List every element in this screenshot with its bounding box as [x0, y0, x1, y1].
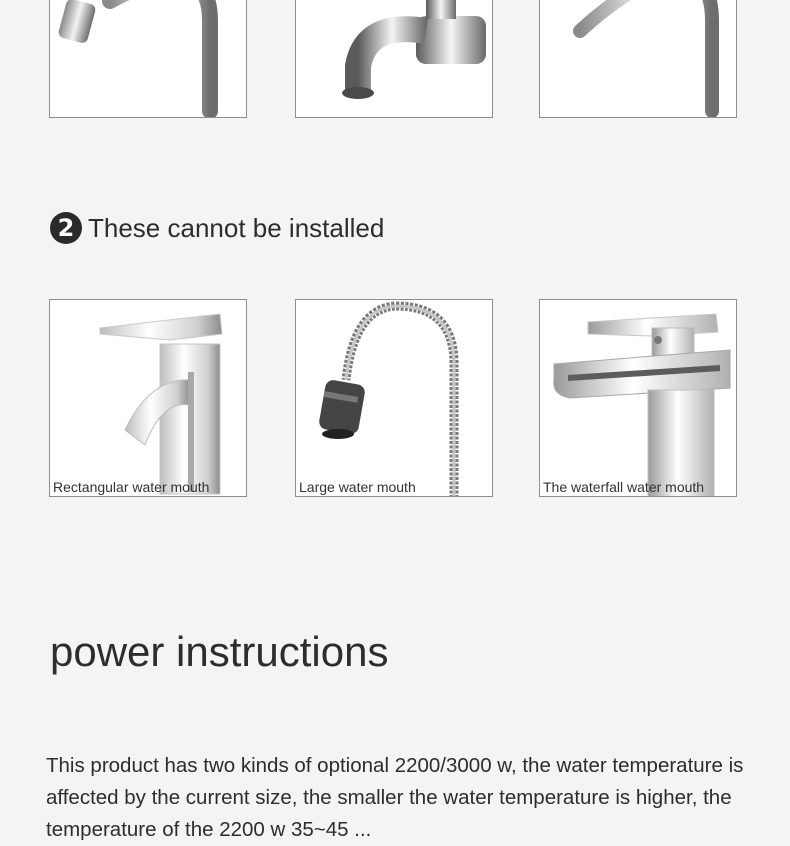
wall-tap-faucet-icon [296, 0, 493, 118]
caption: Rectangular water mouth [53, 479, 210, 495]
number-badge: 2 [50, 212, 82, 244]
caption: The waterfall water mouth [543, 479, 705, 495]
caption: Large water mouth [299, 479, 416, 495]
power-instructions-text: This product has two kinds of optional 2200/3000 w, the water temperature is affected by the current size, the smaller the water temperature is higher, the temperature of the 2200 w 35~45 ... [46, 754, 744, 841]
large-faucet-card [295, 299, 493, 497]
rectangular-faucet-icon [50, 300, 247, 497]
faucet-image-1 [49, 0, 247, 118]
faucet-image-2 [295, 0, 493, 118]
faucet-image-3 [539, 0, 737, 118]
gooseneck-faucet-icon [50, 0, 247, 118]
section-heading [50, 212, 384, 244]
power-instructions-title: power instructions [50, 628, 389, 675]
gooseneck-faucet-icon [540, 0, 737, 118]
rectangular-faucet-card [49, 299, 247, 497]
waterfall-faucet-icon [540, 300, 737, 497]
waterfall-faucet-card [539, 299, 737, 497]
section-heading-text: These cannot be installed [88, 212, 385, 243]
flexible-spout-faucet-icon [296, 300, 493, 497]
